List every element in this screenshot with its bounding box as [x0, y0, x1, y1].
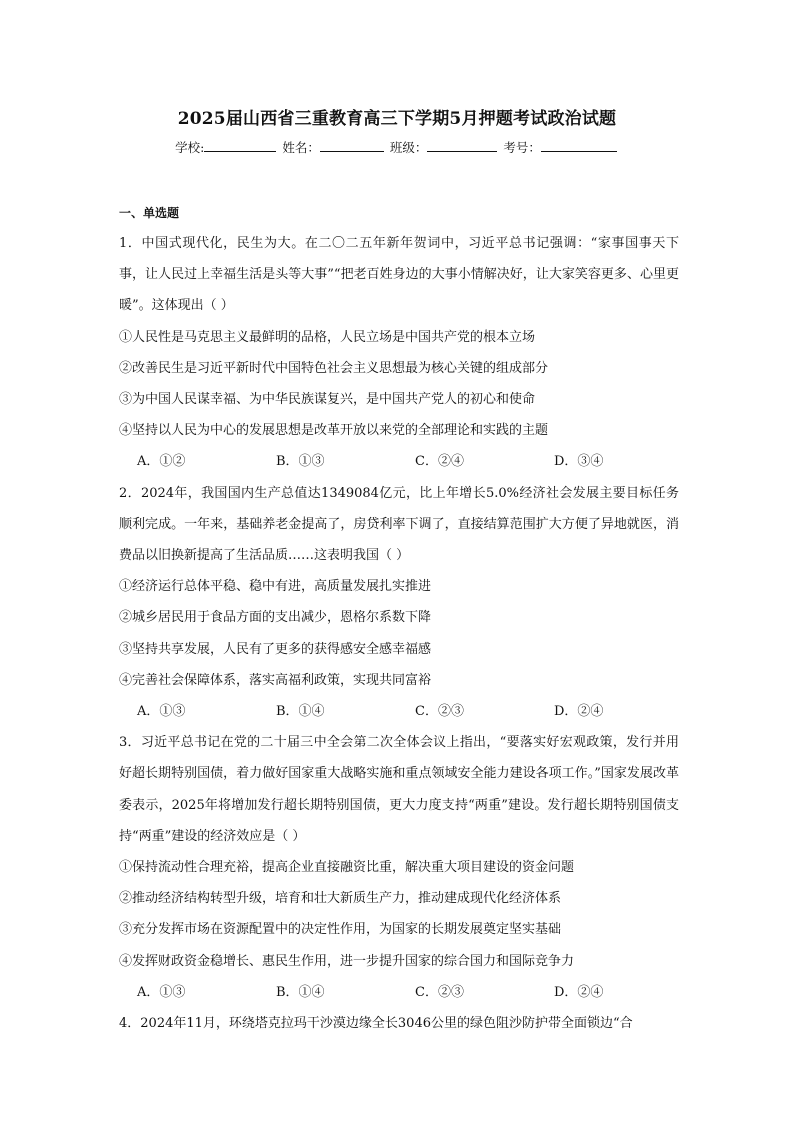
statement-item: ②改善民生是习近平新时代中国特色社会主义思想最为核心关键的组成部分 [119, 360, 549, 376]
question-4 [119, 1008, 679, 1039]
statement-item: ②城乡居民用于食品方面的支出减少，恩格尔系数下降 [119, 610, 432, 626]
statement-item: ①保持流动性合理充裕，提高企业直接融资比重，解决重大项目建设的资金问题 [119, 860, 575, 876]
answer-choices [119, 696, 679, 727]
choice-d[interactable]: D．③④ [554, 454, 604, 470]
choice-a[interactable]: A．①③ [137, 704, 186, 720]
student-info-line [0, 138, 794, 156]
choice-b[interactable]: B．①④ [276, 984, 325, 1000]
choice-a[interactable]: A．①③ [137, 984, 186, 1000]
statement-item: ④完善社会保障体系，落实高福利政策，实现共同富裕 [119, 672, 432, 688]
choice-c[interactable]: C．②④ [415, 454, 464, 470]
statement-item: ③为中国人民谋幸福、为中华民族谋复兴，是中国共产党人的初心和使命 [119, 392, 536, 408]
id-field[interactable] [541, 139, 617, 152]
statement-item: ①人民性是马克思主义最鲜明的品格，人民立场是中国共产党的根本立场 [119, 329, 536, 345]
answer-choices [119, 977, 679, 1008]
choice-d[interactable]: D．②④ [554, 704, 604, 720]
school-field[interactable] [204, 139, 276, 152]
name-field[interactable] [320, 139, 384, 152]
choice-b[interactable]: B．①③ [276, 454, 325, 470]
choice-b[interactable]: B．①④ [276, 704, 325, 720]
question-stem: 1．中国式现代化，民生为大。在二〇二五年新年贺词中，习近平总书记强调：“家事国事天下事，让人民过上幸福生活是头等大事”“把老百姓身边的大事小情解决好，让大家笑容更多、心里更暖”。这体现出（ ） [119, 236, 679, 314]
statement-item: ②推动经济结构转型升级，培育和壮大新质生产力，推动建成现代化经济体系 [119, 891, 562, 907]
class-label: 班级： [389, 140, 428, 155]
id-label: 考号： [503, 140, 541, 155]
question-2 [119, 478, 679, 728]
exam-title: 2025届山西省三重教育高三下学期5月押题考试政治试题 [177, 109, 617, 129]
statement-item: ④坚持以人民为中心的发展思想是改革开放以来党的全部理论和实践的主题 [119, 423, 549, 439]
question-stem: 3．习近平总书记在党的二十届三中全会第二次全体会议上指出，“要落实好宏观政策，发行并用好超长期特别国债，着力做好国家重大战略实施和重点领域安全能力建设各项工作。”国家发展改革委表示，2025年将增加发行超长期特别国债，更大力度支持“两重”建设。发行超长期特别国债支持“两重”建设的经济效应是（ ） [119, 735, 679, 844]
choice-c[interactable]: C．②③ [415, 984, 464, 1000]
statement-item: ③坚持共享发展，人民有了更多的获得感安全感幸福感 [119, 641, 432, 657]
question-stem: 4．2024年11月，环绕塔克拉玛干沙漠边缘全长3046公里的绿色阻沙防护带全面锁边“合 [119, 1016, 633, 1032]
question-1 [119, 228, 679, 478]
statement-item: ①经济运行总体平稳、稳中有进，高质量发展扎实推进 [119, 579, 432, 595]
section-title: 一、单选题 [119, 206, 180, 220]
question-stem: 2．2024年，我国国内生产总值达1349084亿元，比上年增长5.0%经济社会发展主要目标任务顺利完成。一年来，基础养老金提高了，房贷利率下调了，直接结算范围扩大方便了异地就医，消费品以旧换新提高了生活品质……这表明我国（ ） [119, 485, 679, 564]
school-label: 学校: [175, 140, 205, 155]
statement-item: ④发挥财政资金稳增长、惠民生作用，进一步提升国家的综合国力和国际竞争力 [119, 953, 575, 969]
question-3 [119, 727, 679, 1008]
statement-item: ③充分发挥市场在资源配置中的决定性作用，为国家的长期发展奠定坚实基础 [119, 922, 562, 938]
choice-d[interactable]: D．②④ [554, 984, 604, 1000]
name-label: 姓名： [282, 140, 320, 155]
question-list [119, 228, 679, 1039]
answer-choices [119, 446, 679, 477]
class-field[interactable] [427, 139, 497, 152]
choice-c[interactable]: C．②③ [415, 704, 464, 720]
choice-a[interactable]: A．①② [137, 454, 186, 470]
